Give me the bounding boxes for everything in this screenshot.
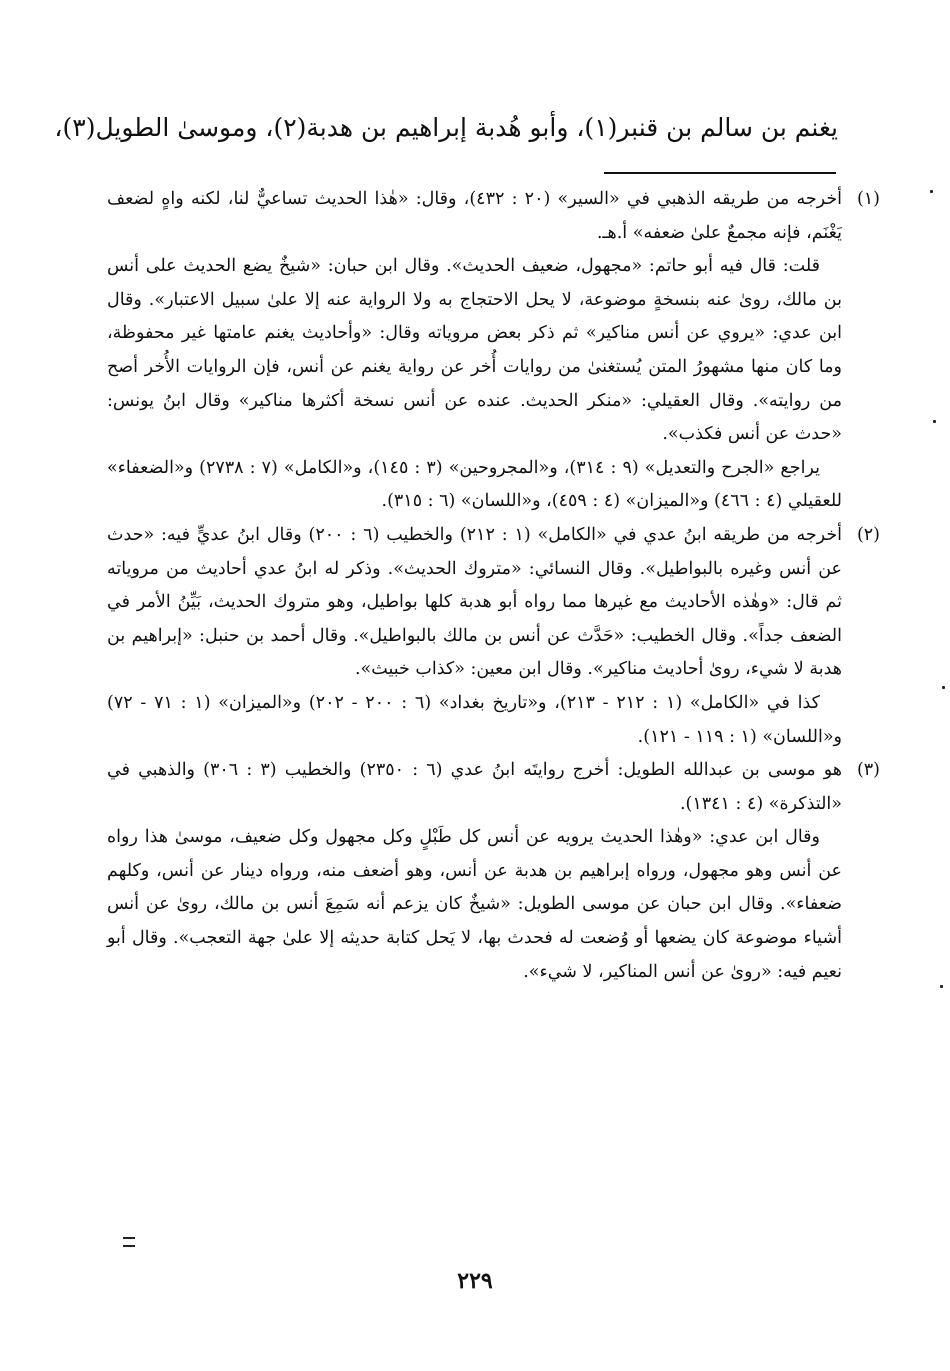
footnote-1 — [107, 183, 880, 519]
footnote-paragraph: أخرجه من طريقه ابنُ عدي في «الكامل» (١ : ٢١٢) والخطيب (٦ : ٢٠٠) وقال ابنُ عديٍّ فيه: «حدث عن أنس وغيره بالبواطيل». وقال النسائي: «متروك الحديث». وذكر له ابنُ عدي أحاديث من مروياته ثم قال: «وهٰذه الأحاديث مع غيرها مما رواه أبو هدبة كلها بواطيل، وهو متروك الحديث، بَيِّنُ الأمر في الضعف جداً». وقال الخطيب: «حَدَّث عن أنس بن مالك بالبواطيل». وقال أحمد بن حنبل: «إبراهيم بن هدبة لا شيء، روىٰ أحاديث مناكير». وقال ابن معين: «كذاب خبيث». — [107, 524, 843, 680]
footnote-paragraph: قلت: قال فيه أبو حاتم: «مجهول، ضعيف الحديث». وقال ابن حبان: «شيخٌ يضع الحديث على أنس بن مالك، روىٰ عنه بنسخةٍ موضوعة، لا يحل الاحتجاج به ولا الرواية عنه إلا علىٰ سبيل الاعتبار». وقال ابن عدي: «يروي عن أنس مناكير» ثم ذكر بعض مروياته وقال: «وأحاديث يغنم عامتها غير محفوظة، وما كان منها مشهورُ المتن يُستغنىٰ من روايات أُخر عن رواية يغنم عن أنس، فإن الروايات الأُخر أصح من روايته». وقال العقيلي: «منكر الحديث. عنده عن أنس نسخة أكثرها مناكير» وقال ابنُ يونس: «حدث عن أنس فكذب». — [107, 256, 842, 445]
footnote-number: (٣) — [856, 760, 880, 781]
footnote-2 — [107, 519, 880, 754]
footnote-paragraph: كذا في «الكامل» (١ : ٢١٢ - ٢١٣)، و«تاريخ بغداد» (٦ : ٢٠٠ - ٢٠٢) و«الميزان» (١ : ٧١ - ٧٢) و«اللسان» (١ : ١١٩ - ١٢١). — [107, 692, 842, 747]
footnote-paragraph: أخرجه من طريقه الذهبي في «السير» (٢٠ : ٤٣٢)، وقال: «هٰذا الحديث تساعيٌّ لنا، لكنه واهٍ لضعف يَغْنَم، فإنه مجمعٌ علىٰ ضعفه» أ.هـ. — [107, 189, 842, 243]
footnote-number: (١) — [856, 189, 880, 209]
margin-equals-mark — [123, 1237, 135, 1247]
footnote-separator-rule — [604, 172, 836, 174]
margin-dot — [930, 190, 933, 193]
footnote-paragraph: وقال ابن عدي: «وهٰذا الحديث يرويه عن أنس كل طَبْلٍ وكل مجهول وكل ضعيف، موسىٰ هذا رواه عن أنس وهو مجهول، ورواه إبراهيم بن هدبة عن أنس، وهو أضعف منه، ورواه دينار عن أنس، وكلهم ضعفاء». وقال ابن حبان عن موسى الطويل: «شيخٌ كان يزعم أنه سَمِعَ أنس بن مالك، روىٰ عن أنس أشياء موضوعة كان يضعها أو وُضعت له فحدث بها، لا يَحل كتابة حديثه إلا علىٰ جهة التعجب». وقال أبو نعيم فيه: «روىٰ عن أنس المناكير، لا شيء». — [107, 827, 842, 982]
margin-dot — [942, 686, 945, 689]
main-text-line: يغنم بن سالم بن قنبر(١)، وأبو هُدبة إبراهيم بن هدبة(٢)، وموسىٰ الطويل(٣)، — [54, 113, 838, 142]
footnote-number: (٢) — [856, 524, 880, 545]
footnote-paragraph: يراجع «الجرح والتعديل» (٩ : ٣١٤)، و«المجروحين» (٣ : ١٤٥)، و«الكامل» (٧ : ٢٧٣٨) و«الضعفاء» للعقيلي (٤ : ٤٦٦) و«الميزان» (٤ : ٤٥٩)، و«اللسان» (٦ : ٣١٥). — [107, 457, 842, 512]
margin-dot — [933, 420, 936, 423]
margin-dot — [940, 985, 943, 988]
footnote-3 — [107, 754, 880, 989]
page-number: ٢٢٩ — [457, 1268, 493, 1294]
footnotes-section — [107, 183, 880, 989]
footnote-paragraph: هو موسى بن عبدالله الطويل: أخرج روايتَه ابنُ عدي (٦ : ٢٣٥٠) والخطيب (٣ : ٣٠٦) والذهبي في «التذكرة» (٤ : ١٣٤١). — [107, 760, 842, 814]
